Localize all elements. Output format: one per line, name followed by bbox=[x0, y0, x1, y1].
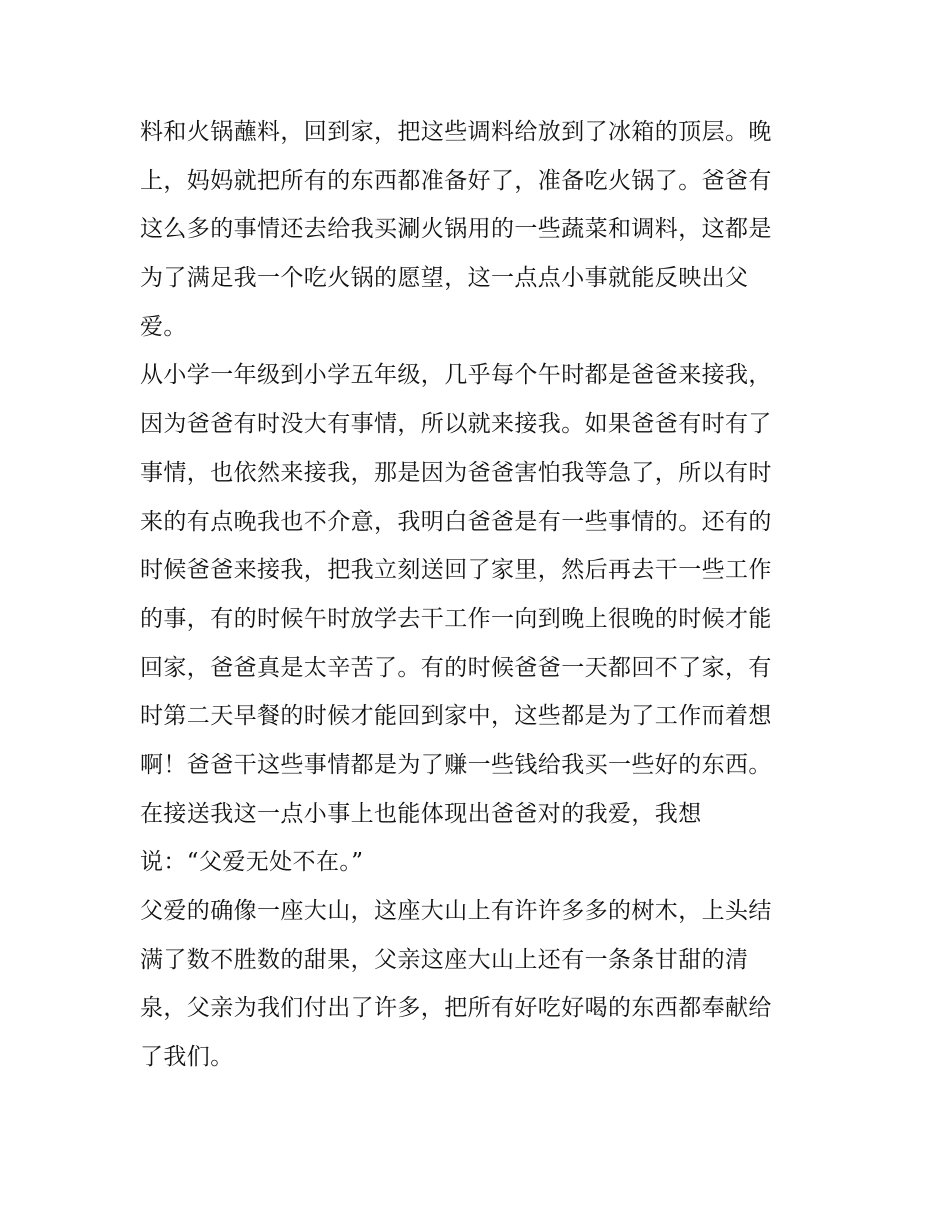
text-line: 这么多的事情还去给我买涮火锅用的一些蔬菜和调料，这都是 bbox=[140, 216, 772, 243]
text-line: 从小学一年级到小学五年级，几乎每个午时都是爸爸来接我， bbox=[140, 362, 772, 389]
text-line: 为了满足我一个吃火锅的愿望，这一点点小事就能反映出父 bbox=[140, 265, 749, 292]
text-line: 啊！爸爸干这些事情都是为了赚一些钱给我买一些好的东西。 bbox=[140, 751, 772, 778]
text-line: 因为爸爸有时没大有事情，所以就来接我。如果爸爸有时有了 bbox=[140, 411, 772, 438]
text-line: 时第二天早餐的时候才能回到家中，这些都是为了工作而着想 bbox=[140, 703, 772, 730]
document-body bbox=[140, 108, 820, 1082]
text-line: 料和火锅蘸料，回到家，把这些调料给放到了冰箱的顶层。晚 bbox=[140, 119, 772, 145]
text-line: 泉，父亲为我们付出了许多，把所有好吃好喝的东西都奉献给 bbox=[140, 995, 772, 1022]
text-line: 爱。 bbox=[140, 313, 187, 340]
text-line: 的事，有的时候午时放学去干工作一向到晚上很晚的时候才能 bbox=[140, 605, 772, 632]
text-line: 事情，也依然来接我，那是因为爸爸害怕我等急了，所以有时 bbox=[140, 459, 772, 486]
text-line: 满了数不胜数的甜果，父亲这座大山上还有一条条甘甜的清 bbox=[140, 946, 749, 973]
text-line: 来的有点晚我也不介意，我明白爸爸是有一些事情的。还有的 bbox=[140, 508, 772, 535]
text-line: 上，妈妈就把所有的东西都准备好了，准备吃火锅了。爸爸有 bbox=[140, 167, 772, 194]
text-line: 回家，爸爸真是太辛苦了。有的时候爸爸一天都回不了家，有 bbox=[140, 654, 772, 681]
text-line: 父爱的确像一座大山，这座大山上有许许多多的树木，上头结 bbox=[140, 898, 772, 924]
text-line: 了我们。 bbox=[140, 1044, 234, 1071]
text-line: 在接送我这一点小事上也能体现出爸爸对的我爱，我想 bbox=[140, 800, 702, 827]
text-line: 说：“父爱无处不在。” bbox=[140, 849, 364, 876]
text-line: 时候爸爸来接我，把我立刻送回了家里，然后再去干一些工作 bbox=[140, 557, 772, 584]
